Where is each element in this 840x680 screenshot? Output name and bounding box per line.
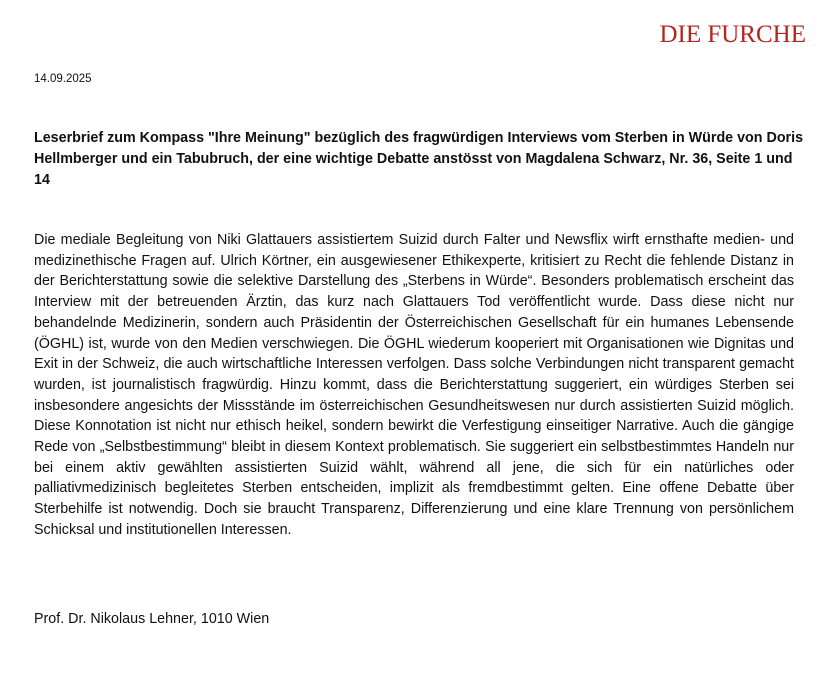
- letter-date: 14.09.2025: [34, 73, 92, 85]
- letter-body: Die mediale Begleitung von Niki Glattauers assistiertem Suizid durch Falter und Newsflix wirft ernsthafte medien- und medizinethische Fragen auf. Ulrich Körtner, ein ausgewiesener Ethikexperte, kritisiert zu Recht die fehlende Distanz in der Berichterstattung sowie die selektive Darstellung des „Sterbens in Würde“. Besonders problematisch erscheint das Interview mit der betreuenden Ärztin, das kurz nach Glattauers Tod veröffentlicht wurde. Dass diese nicht nur behandelnde Medizinerin, sondern auch Präsidentin der Österreichischen Gesellschaft für ein humanes Lebensende (ÖGHL) ist, wurde von den Medien verschwiegen. Die ÖGHL wiederum kooperiert mit Organisationen wie Dignitas und Exit in der Schweiz, die auch wirtschaftliche Interessen verfolgen. Dass solche Verbindungen nicht transparent gemacht wurden, ist journalistisch fragwürdig. Hinzu kommt, dass die Berichterstattung suggeriert, ein würdiges Sterben sei insbesondere angesichts der Missstände im österreichischen Gesundheitswesen nur durch assistierten Suizid möglich. Diese Konnotation ist nicht nur ethisch heikel, sondern bewirkt die Verfestigung einseitiger Narrative. Auch die gängige Rede von „Selbstbestimmung“ bleibt in diesem Kontext problematisch. Sie suggeriert ein selbstbestimmtes Handeln nur bei einem aktiv gewählten assistierten Suizid wählt, während all jene, die sich für ein natürliches oder palliativmedizinisch begleitetes Sterben entscheiden, implizit als fremdbestimmt gelten. Eine offene Debatte über Sterbehilfe ist notwendig. Doch sie braucht Transparenz, Differenzierung und eine klare Trennung von persönlichem Schicksal und institutionellen Interessen.: [34, 232, 794, 538]
- letter-signature: Prof. Dr. Nikolaus Lehner, 1010 Wien: [34, 611, 270, 627]
- brand-logo: DIE FURCHE: [659, 21, 806, 48]
- letter-title: Leserbrief zum Kompass "Ihre Meinung" bezüglich des fragwürdigen Interviews vom Sterben in Würde von Doris Hellmberger und ein Tabubruch, der eine wichtige Debatte anstösst von Magdalena Schwarz, Nr. 36, Seite 1 und 14: [34, 130, 804, 188]
